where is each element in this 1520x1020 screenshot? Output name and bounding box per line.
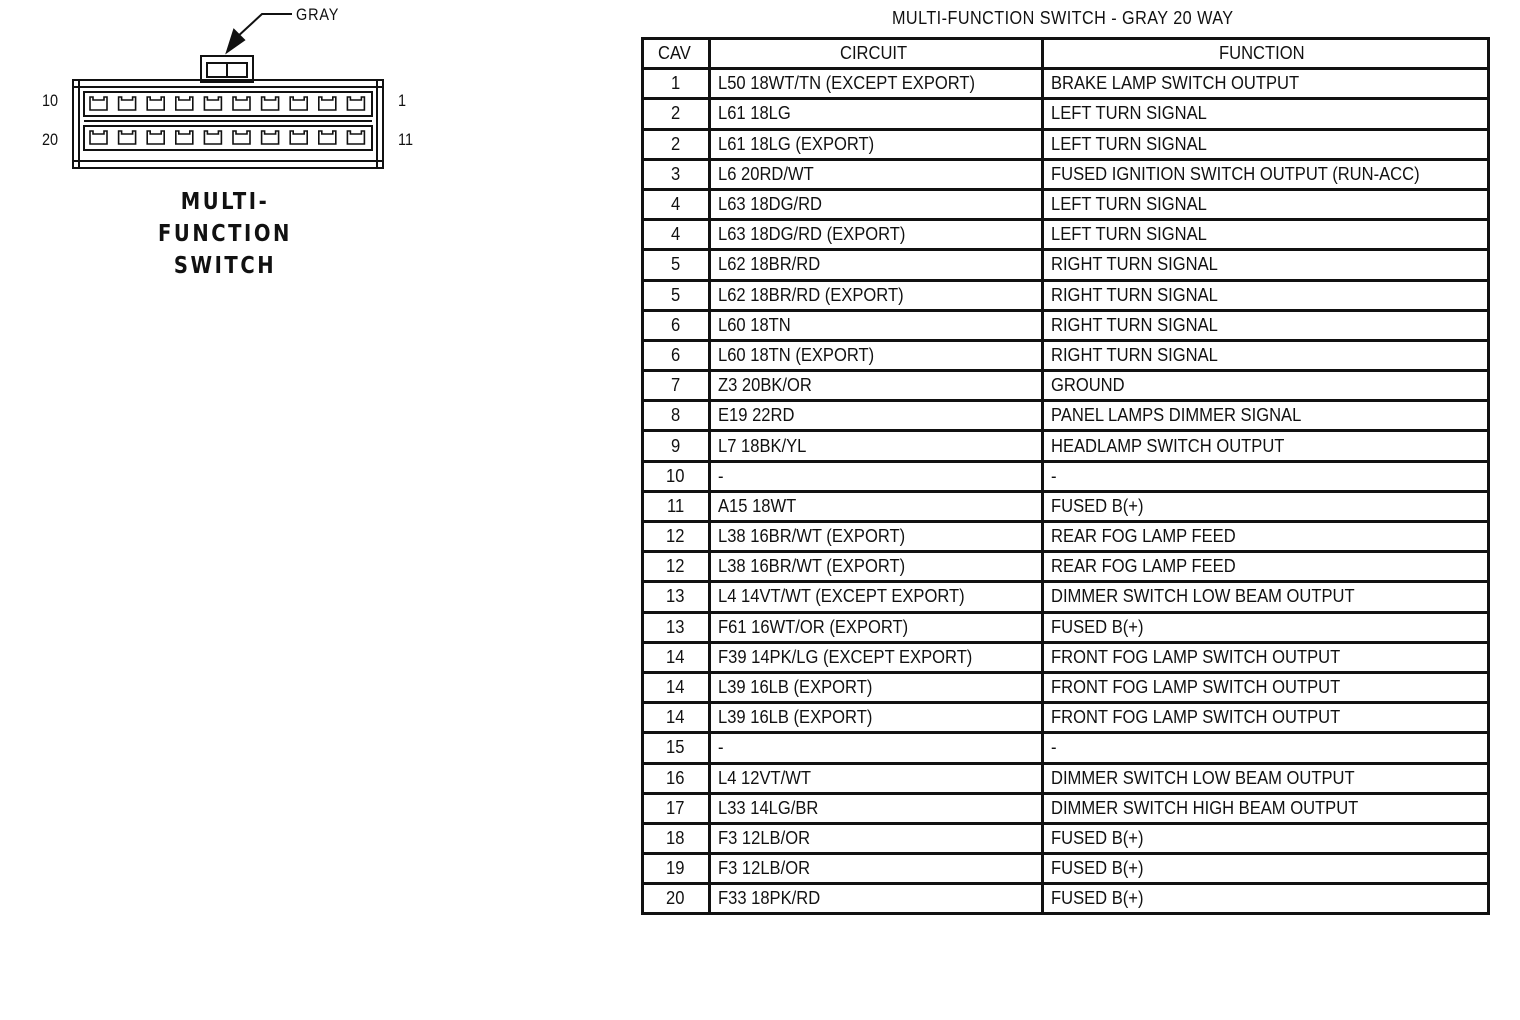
cell-cav <box>643 280 710 310</box>
cell-cav <box>643 733 710 763</box>
cell-circuit <box>710 310 1043 340</box>
cell-function <box>1043 159 1489 189</box>
cell-cav <box>643 129 710 159</box>
cell-circuit-text: F39 14PK/LG (EXCEPT EXPORT) <box>718 646 973 667</box>
cell-cav <box>643 642 710 672</box>
table-title-text: MULTI-FUNCTION SWITCH - GRAY 20 WAY <box>892 8 1234 28</box>
table-row <box>643 280 1489 310</box>
pinout-table <box>641 37 1490 915</box>
cavity-8 <box>147 97 164 110</box>
cell-cav-text: 4 <box>670 224 681 245</box>
cell-circuit-text: L4 14VT/WT (EXCEPT EXPORT) <box>718 586 965 607</box>
table-row <box>643 159 1489 189</box>
cell-circuit <box>710 522 1043 552</box>
table-row <box>643 250 1489 280</box>
cell-function-text: FUSED B(+) <box>1051 888 1144 909</box>
cell-function-text: REAR FOG LAMP FEED <box>1051 526 1236 547</box>
cavity-3 <box>290 97 307 110</box>
cell-circuit <box>710 189 1043 219</box>
cell-circuit-text: Z3 20BK/OR <box>718 375 812 396</box>
cell-cav-text: 5 <box>670 284 681 305</box>
cell-circuit <box>710 823 1043 853</box>
cell-cav <box>643 99 710 129</box>
cell-circuit <box>710 129 1043 159</box>
cell-cav <box>643 582 710 612</box>
cell-cav-text: 14 <box>665 707 685 728</box>
cell-cav-text: 12 <box>665 526 685 547</box>
table-row <box>643 340 1489 370</box>
cell-function <box>1043 582 1489 612</box>
table-row <box>643 733 1489 763</box>
cell-circuit-text: L39 16LB (EXPORT) <box>718 707 873 728</box>
table-row <box>643 431 1489 461</box>
cell-cav-text: 3 <box>670 163 681 184</box>
cell-circuit-text: L39 16LB (EXPORT) <box>718 677 873 698</box>
table-row <box>643 793 1489 823</box>
cell-circuit-text: L63 18DG/RD (EXPORT) <box>718 224 906 245</box>
cavity-14 <box>262 131 279 144</box>
connector-name <box>110 186 340 282</box>
cell-circuit <box>710 461 1043 491</box>
cell-cav-text: 14 <box>665 677 685 698</box>
cell-cav-text: 5 <box>670 254 681 275</box>
cell-cav-text: 19 <box>665 858 685 879</box>
cell-function <box>1043 522 1489 552</box>
cell-function-text: GROUND <box>1051 375 1125 396</box>
cell-cav-text: 14 <box>665 646 685 667</box>
table-row <box>643 69 1489 99</box>
cell-cav-text: 9 <box>670 435 681 456</box>
cell-circuit-text: - <box>718 737 724 758</box>
cell-function <box>1043 371 1489 401</box>
cell-cav-text: 7 <box>670 375 681 396</box>
callout-leader <box>236 14 292 38</box>
table-header-row <box>643 39 1489 69</box>
table-row <box>643 491 1489 521</box>
cell-function-text: REAR FOG LAMP FEED <box>1051 556 1236 577</box>
cell-cav-text: 6 <box>670 314 681 335</box>
pin-label-11: 11 <box>398 130 414 149</box>
connector-color-callout: GRAY <box>296 5 340 24</box>
cell-circuit-text: L62 18BR/RD <box>718 254 821 275</box>
cell-function-text: RIGHT TURN SIGNAL <box>1051 314 1218 335</box>
cell-circuit-text: L6 20RD/WT <box>718 163 814 184</box>
cell-cav <box>643 340 710 370</box>
cell-cav-text: 2 <box>670 133 681 154</box>
cell-function <box>1043 99 1489 129</box>
table-row <box>643 642 1489 672</box>
table-title <box>640 8 1486 29</box>
cell-function <box>1043 703 1489 733</box>
cell-function <box>1043 552 1489 582</box>
cell-function <box>1043 642 1489 672</box>
table-row <box>643 582 1489 612</box>
cell-cav <box>643 220 710 250</box>
cell-circuit-text: A15 18WT <box>718 495 797 516</box>
cell-function-text: FRONT FOG LAMP SWITCH OUTPUT <box>1051 677 1341 698</box>
cell-function-text: HEADLAMP SWITCH OUTPUT <box>1051 435 1285 456</box>
cell-cav-text: 13 <box>665 616 685 637</box>
cell-function <box>1043 884 1489 914</box>
cell-circuit <box>710 642 1043 672</box>
cell-cav <box>643 703 710 733</box>
cell-circuit-text: L61 18LG (EXPORT) <box>718 133 875 154</box>
cell-function <box>1043 763 1489 793</box>
cell-function-text: LEFT TURN SIGNAL <box>1051 224 1207 245</box>
header-function-text: FUNCTION <box>1219 43 1305 64</box>
cell-circuit-text: L60 18TN (EXPORT) <box>718 344 875 365</box>
cell-cav-text: 18 <box>665 827 685 848</box>
cell-function <box>1043 340 1489 370</box>
cell-function <box>1043 401 1489 431</box>
cell-cav <box>643 612 710 642</box>
cell-function-text: FUSED IGNITION SWITCH OUTPUT (RUN-ACC) <box>1051 163 1420 184</box>
cavity-5 <box>233 97 250 110</box>
cell-cav-text: 13 <box>665 586 685 607</box>
cell-cav <box>643 552 710 582</box>
cell-cav <box>643 461 710 491</box>
cell-circuit-text: F3 12LB/OR <box>718 827 811 848</box>
cell-function <box>1043 854 1489 884</box>
cell-cav <box>643 371 710 401</box>
cell-function-text: FUSED B(+) <box>1051 616 1144 637</box>
cavity-4 <box>262 97 279 110</box>
table-row <box>643 99 1489 129</box>
cavity-18 <box>147 131 164 144</box>
cell-circuit-text: L33 14LG/BR <box>718 797 819 818</box>
cell-circuit <box>710 763 1043 793</box>
cell-function <box>1043 793 1489 823</box>
cell-cav-text: 10 <box>665 465 685 486</box>
cell-cav-text: 6 <box>670 344 681 365</box>
cell-circuit-text: F3 12LB/OR <box>718 858 811 879</box>
cell-circuit <box>710 733 1043 763</box>
cell-cav <box>643 672 710 702</box>
cell-function <box>1043 612 1489 642</box>
cell-cav <box>643 854 710 884</box>
cell-cav-text: 15 <box>665 737 685 758</box>
cell-circuit <box>710 159 1043 189</box>
cell-cav <box>643 522 710 552</box>
cell-function-text: PANEL LAMPS DIMMER SIGNAL <box>1051 405 1302 426</box>
cell-function <box>1043 310 1489 340</box>
cell-function <box>1043 672 1489 702</box>
cell-function <box>1043 491 1489 521</box>
cell-function-text: - <box>1051 737 1057 758</box>
cavity-16 <box>204 131 221 144</box>
table-row <box>643 220 1489 250</box>
connector-name-line1: MULTI-FUNCTION <box>158 189 292 247</box>
header-function <box>1043 39 1489 69</box>
header-circuit <box>710 39 1043 69</box>
cell-circuit-text: F61 16WT/OR (EXPORT) <box>718 616 909 637</box>
cavity-19 <box>119 131 136 144</box>
cell-function <box>1043 733 1489 763</box>
cell-circuit <box>710 582 1043 612</box>
cell-cav-text: 2 <box>670 103 681 124</box>
cell-circuit <box>710 371 1043 401</box>
cell-cav <box>643 401 710 431</box>
cell-cav-text: 1 <box>670 73 681 94</box>
cavity-row-bottom <box>84 126 372 150</box>
cell-function-text: RIGHT TURN SIGNAL <box>1051 284 1218 305</box>
table-row <box>643 823 1489 853</box>
cell-function <box>1043 129 1489 159</box>
cell-circuit <box>710 552 1043 582</box>
cavity-7 <box>176 97 193 110</box>
cavity-20 <box>90 131 107 144</box>
header-cav <box>643 39 710 69</box>
cell-circuit-text: L4 12VT/WT <box>718 767 811 788</box>
cell-function <box>1043 280 1489 310</box>
table-row <box>643 703 1489 733</box>
pin-label-1: 1 <box>398 91 407 110</box>
cell-circuit-text: F33 18PK/RD <box>718 888 821 909</box>
cell-circuit <box>710 99 1043 129</box>
cell-circuit-text: L63 18DG/RD <box>718 194 823 215</box>
cell-circuit-text: L38 16BR/WT (EXPORT) <box>718 556 906 577</box>
table-row <box>643 612 1489 642</box>
cell-cav <box>643 884 710 914</box>
cavity-9 <box>119 97 136 110</box>
table-row <box>643 129 1489 159</box>
cell-function-text: FUSED B(+) <box>1051 495 1144 516</box>
cell-circuit-text: L62 18BR/RD (EXPORT) <box>718 284 904 305</box>
cell-circuit-text: L60 18TN <box>718 314 791 335</box>
cell-circuit <box>710 340 1043 370</box>
cell-function-text: - <box>1051 465 1057 486</box>
cell-circuit <box>710 703 1043 733</box>
cavity-2 <box>319 97 336 110</box>
cell-function-text: LEFT TURN SIGNAL <box>1051 194 1207 215</box>
cell-cav <box>643 310 710 340</box>
cell-circuit-text: - <box>718 465 724 486</box>
cavity-15 <box>233 131 250 144</box>
cell-cav <box>643 250 710 280</box>
table-row <box>643 854 1489 884</box>
cell-function-text: FUSED B(+) <box>1051 858 1144 879</box>
pin-label-10: 10 <box>42 91 59 110</box>
cell-function-text: BRAKE LAMP SWITCH OUTPUT <box>1051 73 1300 94</box>
cell-circuit-text: L61 18LG <box>718 103 791 124</box>
cell-circuit-text: E19 22RD <box>718 405 795 426</box>
cell-cav <box>643 491 710 521</box>
table-row <box>643 552 1489 582</box>
cell-function <box>1043 823 1489 853</box>
cavity-13 <box>290 131 307 144</box>
cell-cav <box>643 189 710 219</box>
cell-function <box>1043 189 1489 219</box>
cavity-11 <box>347 131 364 144</box>
cell-function <box>1043 461 1489 491</box>
cell-cav-text: 4 <box>670 194 681 215</box>
table-row <box>643 401 1489 431</box>
cell-cav-text: 16 <box>665 767 685 788</box>
cavity-17 <box>176 131 193 144</box>
cell-function <box>1043 69 1489 99</box>
header-circuit-text: CIRCUIT <box>839 43 907 64</box>
cell-cav <box>643 823 710 853</box>
cavity-12 <box>319 131 336 144</box>
cell-function-text: FRONT FOG LAMP SWITCH OUTPUT <box>1051 707 1341 728</box>
header-cav-text: CAV <box>658 43 691 64</box>
cell-function-text: FRONT FOG LAMP SWITCH OUTPUT <box>1051 646 1341 667</box>
cell-circuit <box>710 220 1043 250</box>
cell-cav <box>643 763 710 793</box>
cell-cav-text: 8 <box>670 405 681 426</box>
table-row <box>643 310 1489 340</box>
table-row <box>643 522 1489 552</box>
cell-circuit <box>710 854 1043 884</box>
cavity-row-top <box>84 92 372 116</box>
cell-function <box>1043 220 1489 250</box>
table-row <box>643 371 1489 401</box>
cell-function-text: LEFT TURN SIGNAL <box>1051 103 1207 124</box>
cell-cav-text: 17 <box>665 797 685 818</box>
connector-name-line2: SWITCH <box>173 253 277 279</box>
cell-circuit-text: L38 16BR/WT (EXPORT) <box>718 526 906 547</box>
cell-cav <box>643 431 710 461</box>
cell-function-text: DIMMER SWITCH LOW BEAM OUTPUT <box>1051 767 1355 788</box>
cavity-1 <box>347 97 364 110</box>
cell-cav-text: 12 <box>665 556 685 577</box>
cell-function-text: LEFT TURN SIGNAL <box>1051 133 1207 154</box>
table-row <box>643 763 1489 793</box>
cell-cav-text: 20 <box>665 888 685 909</box>
table-row <box>643 189 1489 219</box>
cell-function-text: RIGHT TURN SIGNAL <box>1051 344 1218 365</box>
cell-cav <box>643 793 710 823</box>
cell-cav-text: 11 <box>666 495 684 516</box>
pin-label-20: 20 <box>42 130 59 149</box>
cell-circuit <box>710 250 1043 280</box>
cell-circuit <box>710 612 1043 642</box>
cell-circuit <box>710 884 1043 914</box>
cell-circuit-text: L7 18BK/YL <box>718 435 807 456</box>
cell-circuit <box>710 491 1043 521</box>
cell-circuit <box>710 793 1043 823</box>
cell-circuit <box>710 69 1043 99</box>
table-row <box>643 672 1489 702</box>
cell-circuit <box>710 401 1043 431</box>
table-row <box>643 461 1489 491</box>
connector-diagram <box>0 0 480 279</box>
cell-function <box>1043 431 1489 461</box>
cell-circuit <box>710 431 1043 461</box>
connector-body <box>73 80 383 168</box>
cell-cav <box>643 159 710 189</box>
cavity-10 <box>90 97 107 110</box>
cell-cav <box>643 69 710 99</box>
cell-function-text: DIMMER SWITCH LOW BEAM OUTPUT <box>1051 586 1355 607</box>
table-row <box>643 884 1489 914</box>
cell-function-text: FUSED B(+) <box>1051 827 1144 848</box>
cell-function-text: DIMMER SWITCH HIGH BEAM OUTPUT <box>1051 797 1359 818</box>
cell-circuit-text: L50 18WT/TN (EXCEPT EXPORT) <box>718 73 976 94</box>
cell-function <box>1043 250 1489 280</box>
cell-function-text: RIGHT TURN SIGNAL <box>1051 254 1218 275</box>
cavity-6 <box>204 97 221 110</box>
cell-circuit <box>710 672 1043 702</box>
cell-circuit <box>710 280 1043 310</box>
